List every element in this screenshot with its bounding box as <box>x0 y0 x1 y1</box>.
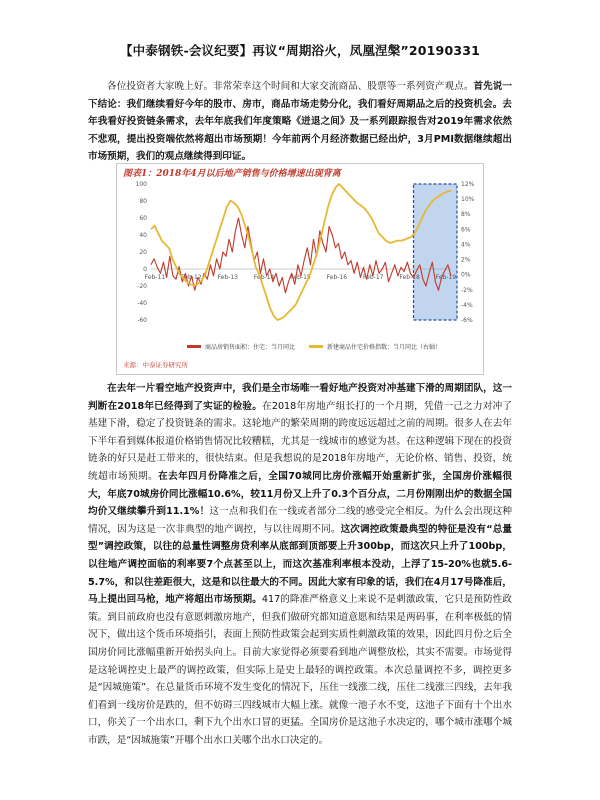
left-tick-label: 100 <box>135 181 147 188</box>
body-sentence-2: 在2018年房地产组长打的一个月期，凭借一己之力对冲了基建下滑，稳定了投资链条的需求。这轮地产的繁荣周期的跨度远远超过之前的周期。很多人在去年下半年看到媒体报道价格销售情况比较糟糕，尤其是一线城市的感觉为甚。在这种逻辑下现在的投资链条的好只是赶工带来的，很快结束。但是我想说的是2018年房地产，无论价格、销售、投资，统统超市场预期。 <box>88 400 513 482</box>
body-sentence-3: 在去年四月份降准之后，全国70城同比房价涨幅开始重新扩张，全国房价涨幅很大，年底70城房价同比涨幅10.6%，较11月份又上升了0.3个百分点，二月份刚刚出炉的数据全国均价又继续攀升到11.1%！ <box>88 470 512 518</box>
left-tick-label: -20 <box>137 283 147 290</box>
right-tick-label: 2% <box>461 256 471 264</box>
conclusion-text: 首先说一下结论：我们继续看好今年的股市、房市，商品市场走势分化，我们看好周期品之后的投资机会。去年我看好投资链条需求，去年年底我们年度策略《迸退之间》及一系列跟踪报告对2019年需求依然不悲观，提出投资端依然将超出市场预期！今年前两个月经济数据已经出炉，3月PMI数据继续超出市场预期，我们的观点继续得到印证。 <box>88 81 513 163</box>
left-tick-label: -40 <box>137 300 147 307</box>
series-line-sales <box>151 218 451 293</box>
series-line-price <box>151 184 451 320</box>
body-sentence-5: 这次调控政策最典型的特征是没有“总量型”调控政策，以往的总量性调整房贷利率从底部到顶部要上升300bp，而这次只上升了100bp，以往地产调控面临的利率要7个点甚至以上，而这次基准利率根本没动，上浮了15-20%也就5.6-5.7%，和以往差距很大，这是和以往最大的不同。因此大家有印象的话，我们在4月17号降准后，马上提出回马枪，地产将超出市场预期。 <box>88 523 512 606</box>
legend-swatch-sales <box>187 345 201 348</box>
left-tick-label: -60 <box>137 317 147 324</box>
left-tick-label: 80 <box>139 198 147 205</box>
legend-item-sales <box>187 342 295 351</box>
figure-source: 来源：中泰证券研究所 <box>123 361 188 369</box>
highlight-region <box>414 184 458 320</box>
intro-text: 各位投资者大家晚上好。非常荣幸这个时间和大家交流商品、股票等一系列资产观点。 <box>107 81 474 92</box>
x-tick-label: Feb-18 <box>399 274 420 281</box>
x-tick-label: Feb-19 <box>435 274 457 281</box>
figure-title: 图表1：2018年4月以后地产销售与价格增速出现背离 <box>123 169 341 179</box>
right-tick-label: 6% <box>461 226 471 234</box>
legend-label-price: 新建商品住宅价格指数：当月同比（右轴） <box>327 344 442 351</box>
legend-swatch-price <box>309 345 323 348</box>
x-tick-label: Feb-14 <box>253 274 275 281</box>
right-tick-label: 12% <box>461 181 475 188</box>
left-tick-label: 20 <box>139 249 147 256</box>
document-title: 【中泰钢铁-会议纪要】再议“周期浴火，凤凰涅槃”20190331 <box>119 43 481 58</box>
left-tick-label: 60 <box>139 215 147 222</box>
x-tick-label: Feb-15 <box>290 274 311 281</box>
left-tick-label: 40 <box>139 232 147 239</box>
right-tick-label: 10% <box>461 196 475 204</box>
left-tick-label: 0 <box>143 266 147 273</box>
right-tick-label: -4% <box>461 301 473 309</box>
legend-item-price <box>309 342 441 351</box>
x-tick-label: Feb-13 <box>217 274 238 281</box>
body-sentence-6: 417的降准严格意义上来说不是刺激政策，它只是预防性政策。到目前政府也没有意愿刺激房地产，但我们做研究都知道意愿和结果是两码事，在利率极低的情况下，做出这个货币环境指引，表面上预防性政策会起到实质性刺激政策的效果，因此四月份之后全国房价同比涨幅重新开始拐头向上。目前大家觉得必须要看到地产调整放松，其实不需要。市场觉得是这轮调控史上最严的调控政策，但实际上是史上最轻的调控政策。本次总量调控不多，调控更多是“因城施策”。在总量货币环境不发生变化的情况下，压住一线涨二线，压住二线涨三四线，去年我们看到一线房价是跌的，但不妨碍三四线城市大幅上涨。就像一池子水不变，这池子下面有十个出水口，你关了一个出水口，剩下九个出水口冒的更猛。全国房价是这池子水决定的，哪个城市涨哪个城市跌，是“因城施策”开哪个出水口关哪个出水口决定的。 <box>88 594 513 746</box>
legend-label-sales: 商品房销售面积：住宅：当月同比 <box>205 344 296 351</box>
figure-chart <box>116 163 484 375</box>
x-tick-label: Feb-11 <box>144 274 166 281</box>
intro-paragraph <box>88 78 512 166</box>
body-paragraph <box>88 380 512 749</box>
right-tick-label: 4% <box>461 241 471 249</box>
x-tick-label: Feb-16 <box>326 274 348 281</box>
x-tick-label: Feb-17 <box>363 274 384 281</box>
right-tick-label: -2% <box>461 286 473 294</box>
right-tick-label: 8% <box>461 211 471 219</box>
line-chart <box>117 178 483 348</box>
right-tick-label: 0% <box>461 271 471 279</box>
body-sentence-4: 这一点和我们在一线或者部分二线的感受完全相反。为什么会出现这种情况，因为这是一次非典型的地产调控，与以往周期不同。 <box>88 506 512 535</box>
right-tick-label: -6% <box>461 317 473 324</box>
body-sentence-1: 在去年一片看空地产投资声中，我们是全市场唯一看好地产投资对冲基建下滑的周期团队，这一判断在2018年已经得到了实证的检验。 <box>88 383 512 412</box>
x-tick-label: Feb-12 <box>181 274 202 281</box>
